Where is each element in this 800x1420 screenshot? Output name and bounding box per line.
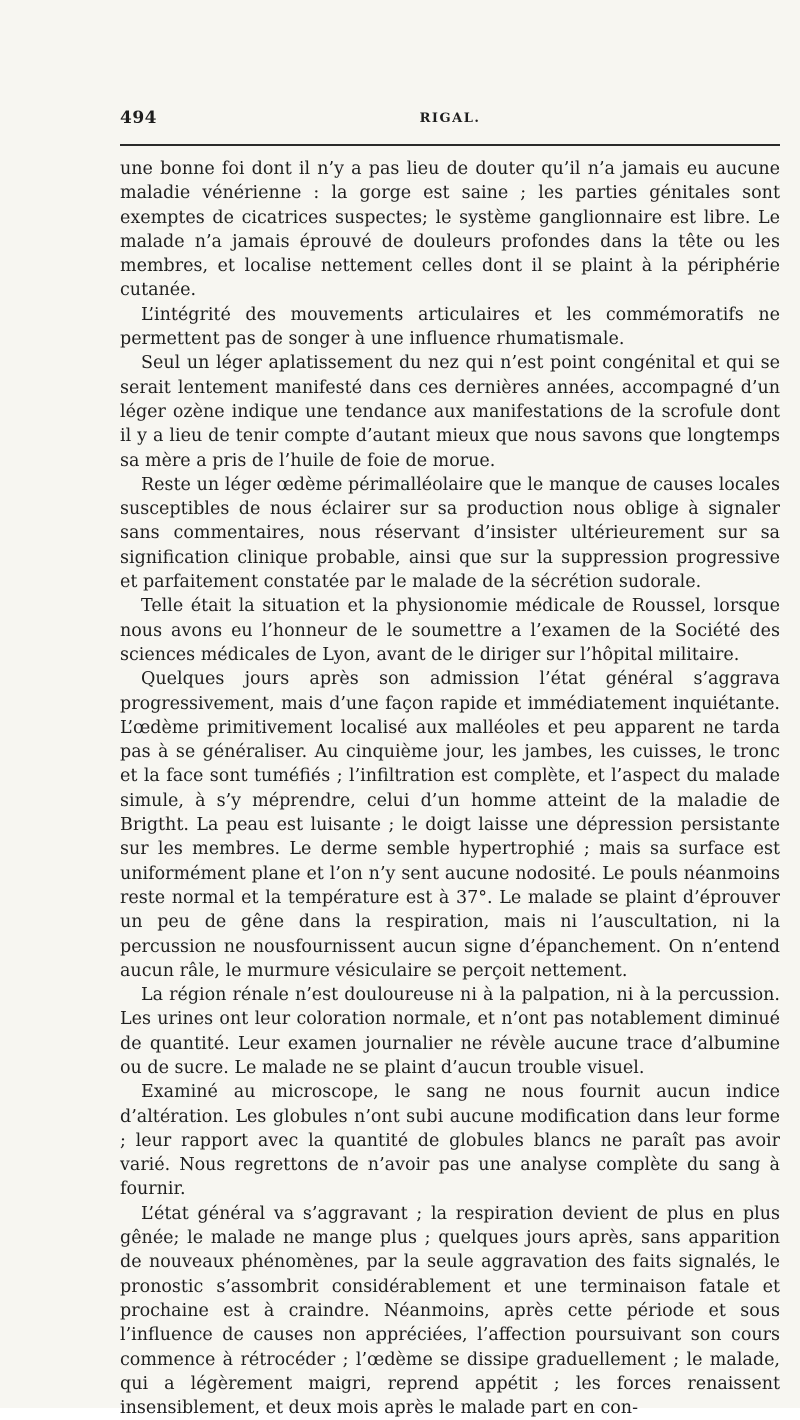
page-number: 494 (120, 108, 157, 128)
paragraph: une bonne foi dont il n’y a pas lieu de douter qu’il n’a jamais eu aucune maladie vénérienne : la gorge est saine ; les parties génitales sont exemptes de cicatrices suspectes; le système ganglionnaire est libre. Le malade n’a jamais éprouvé de douleurs profondes dans la tête ou les membres, et localise nettement celles dont il se plaint à la périphérie cutanée. (120, 159, 780, 301)
running-title: RIGAL. (419, 111, 481, 126)
paragraph: La région rénale n’est douloureuse ni à la palpation, ni à la percussion. Les urines ont leur coloration normale, et n’ont pas notablement diminué de quantité. Leur examen journalier ne révèle aucune trace d’albumine ou de sucre. Le malade ne se plaint d’aucun trouble visuel. (120, 985, 780, 1078)
paragraph: L’état général va s’aggravant ; la respiration devient de plus en plus gênée; le malade ne mange plus ; quelques jours après, sans apparition de nouveaux phénomènes, par la seule aggravation des faits signalés, le pronostic s’assombrit considérablement et une terminaison fatale et prochaine est à craindre. Néanmoins, après cette période et sous l’influence de causes non appréciées, l’affection poursuivant son cours commence à rétrocéder ; l’œdème se dissipe graduellement ; le malade, qui a légèrement maigri, reprend appétit ; les forces renaissent insensiblement, et deux mois après le malade part en con- (120, 1203, 780, 1419)
paragraph: Telle était la situation et la physionomie médicale de Roussel, lorsque nous avons eu l’honneur de le soumettre a l’examen de la Société des sciences médicales de Lyon, avant de le diriger sur l’hôpital militaire. (120, 596, 780, 665)
header-rule (120, 144, 780, 146)
paragraph: Examiné au microscope, le sang ne nous fournit aucun indice d’altération. Les globules n’ont subi aucune modification dans leur forme ; leur rapport avec la quantité de globules blancs ne paraît pas avoir varié. Nous regrettons de n’avoir pas une analyse complète du sang à fournir. (120, 1082, 780, 1200)
paragraph: Quelques jours après son admission l’état général s’aggrava progressivement, mais d’une façon rapide et immédiatement inquiétante. L’œdème primitivement localisé aux malléoles et peu apparent ne tarda pas à se généraliser. Au cinquième jour, les jambes, les cuisses, le tronc et la face sont tuméfiés ; l’infiltration est complète, et l’aspect du malade simule, à s’y méprendre, celui d’un homme atteint de la maladie de Brigtht. La peau est luisante ; le doigt laisse une dépression persistante sur les membres. Le derme semble hypertrophié ; mais sa surface est uniformément plane et l’on n’y sent aucune nodosité. Le pouls néanmoins reste normal et la température est à 37°. Le malade se plaint d’éprouver un peu de gêne dans la respiration, mais ni l’auscultation, ni la percussion ne nousfournissent aucun signe d’épanchement. On n’entend aucun râle, le murmure vésiculaire se perçoit nettement. (120, 669, 780, 981)
body-text (120, 157, 780, 1420)
paragraph: Reste un léger œdème périmalléolaire que le manque de causes locales susceptibles de nous éclairer sur sa production nous oblige à signaler sans commentaires, nous réservant d’insister ultérieurement sur sa signification clinique probable, ainsi que sur la suppression progressive et parfaitement constatée par le malade de la sécrétion sudorale. (120, 474, 780, 593)
paragraph: L’intégrité des mouvements articulaires et les commémoratifs ne permettent pas de songer à une influence rhumatismale. (120, 304, 780, 350)
page-header (120, 108, 780, 134)
paragraph: Seul un léger aplatissement du nez qui n’est point congénital et qui se serait lentement manifesté dans ces dernières années, accompagné d’un léger ozène indique une tendance aux manifestations de la scrofule dont il y a lieu de tenir compte d’autant mieux que nous savons que longtemps sa mère a pris de l’huile de foie de morue. (120, 353, 780, 471)
